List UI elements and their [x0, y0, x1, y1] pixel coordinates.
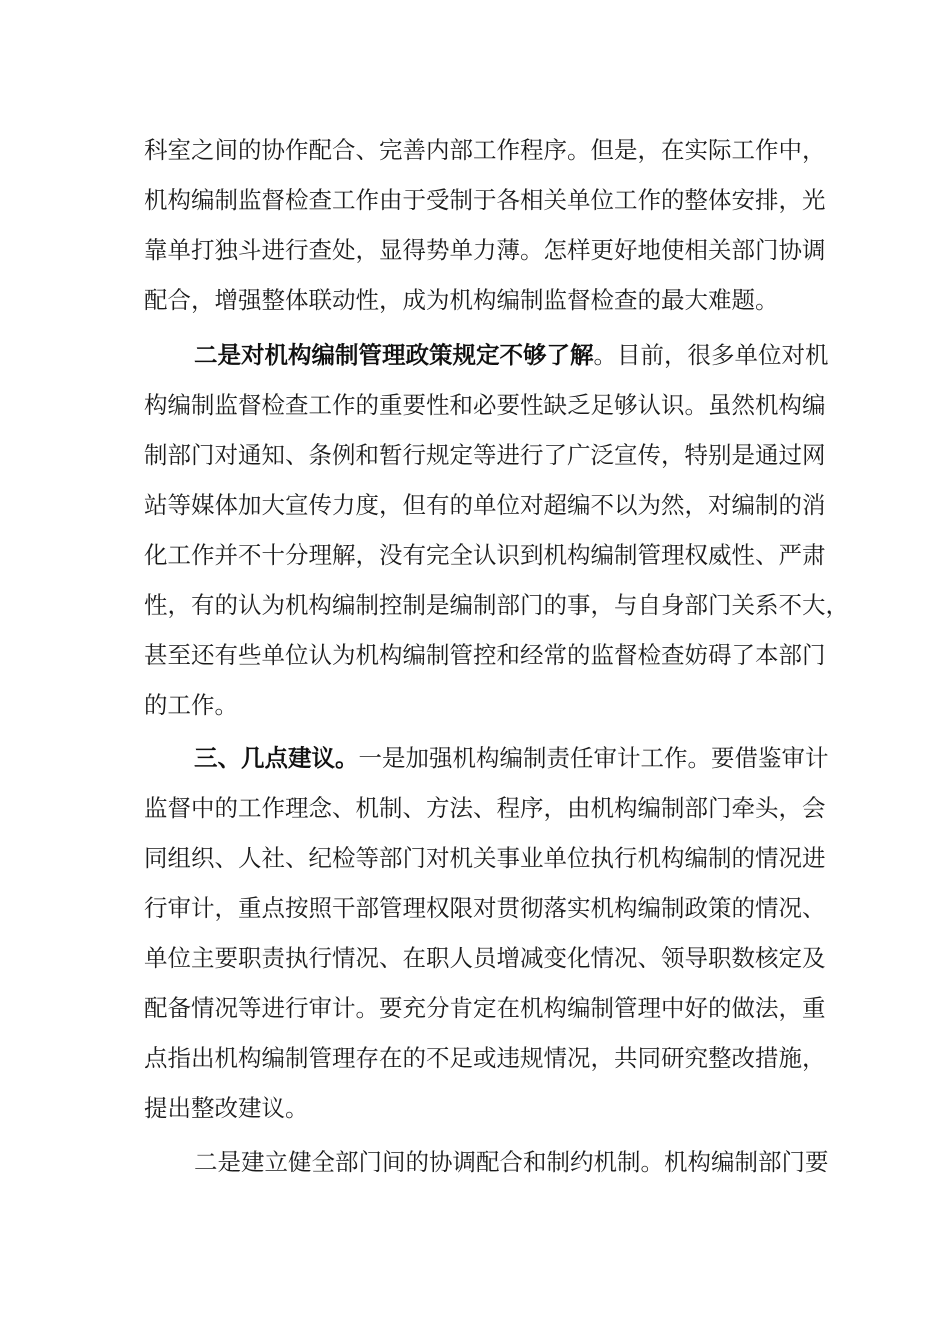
paragraph-first-line: 二是对机构编制管理政策规定不够了解。目前，很多单位对机: [194, 341, 829, 369]
paragraph-heading: 二是对机构编制管理政策规定不够了解: [194, 341, 594, 369]
body-text-line: 监督中的工作理念、机制、方法、程序，由机构编制部门牵头，会: [144, 794, 826, 822]
paragraph-heading: 三、几点建议。: [194, 744, 359, 772]
body-text-line: 构编制监督检查工作的重要性和必要性缺乏足够认识。虽然机构编: [144, 391, 826, 419]
body-text-line: 单位主要职责执行情况、在职人员增减变化情况、领导职数核定及: [144, 944, 826, 972]
body-text-line: 机构编制监督检查工作由于受制于各相关单位工作的整体安排，光: [144, 186, 826, 214]
body-text-line: 点指出机构编制管理存在的不足或违规情况，共同研究整改措施，: [144, 1044, 826, 1072]
body-text-line: 靠单打独斗进行查处，显得势单力薄。怎样更好地使相关部门协调: [144, 236, 826, 264]
body-text-line: 提出整改建议。: [144, 1094, 309, 1122]
body-text-line: 的工作。: [144, 691, 238, 719]
body-text-line: 化工作并不十分理解，没有完全认识到机构编制管理权威性、严肃: [144, 541, 826, 569]
body-text-line: 同组织、人社、纪检等部门对机关事业单位执行机构编制的情况进: [144, 844, 826, 872]
body-text-line: 配备情况等进行审计。要充分肯定在机构编制管理中好的做法，重: [144, 994, 826, 1022]
body-text-line: 站等媒体加大宣传力度，但有的单位对超编不以为然，对编制的消: [144, 491, 826, 519]
body-text-line: 科室之间的协作配合、完善内部工作程序。但是，在实际工作中，: [144, 136, 826, 164]
paragraph-first-line: 二是建立健全部门间的协调配合和制约机制。机构编制部门要: [194, 1148, 829, 1176]
body-text-line: 甚至还有些单位认为机构编制管控和经常的监督检查妨碍了本部门: [144, 641, 826, 669]
body-text-line: 行审计，重点按照干部管理权限对贯彻落实机构编制政策的情况、: [144, 894, 826, 922]
body-text-line: 制部门对通知、条例和暂行规定等进行了广泛宣传，特别是通过网: [144, 441, 826, 469]
body-text-line: 配合，增强整体联动性，成为机构编制监督检查的最大难题。: [144, 286, 779, 314]
paragraph-first-line: 三、几点建议。一是加强机构编制责任审计工作。要借鉴审计: [194, 744, 829, 772]
body-text-line: 性，有的认为机构编制控制是编制部门的事，与自身部门关系不大，: [144, 591, 849, 619]
